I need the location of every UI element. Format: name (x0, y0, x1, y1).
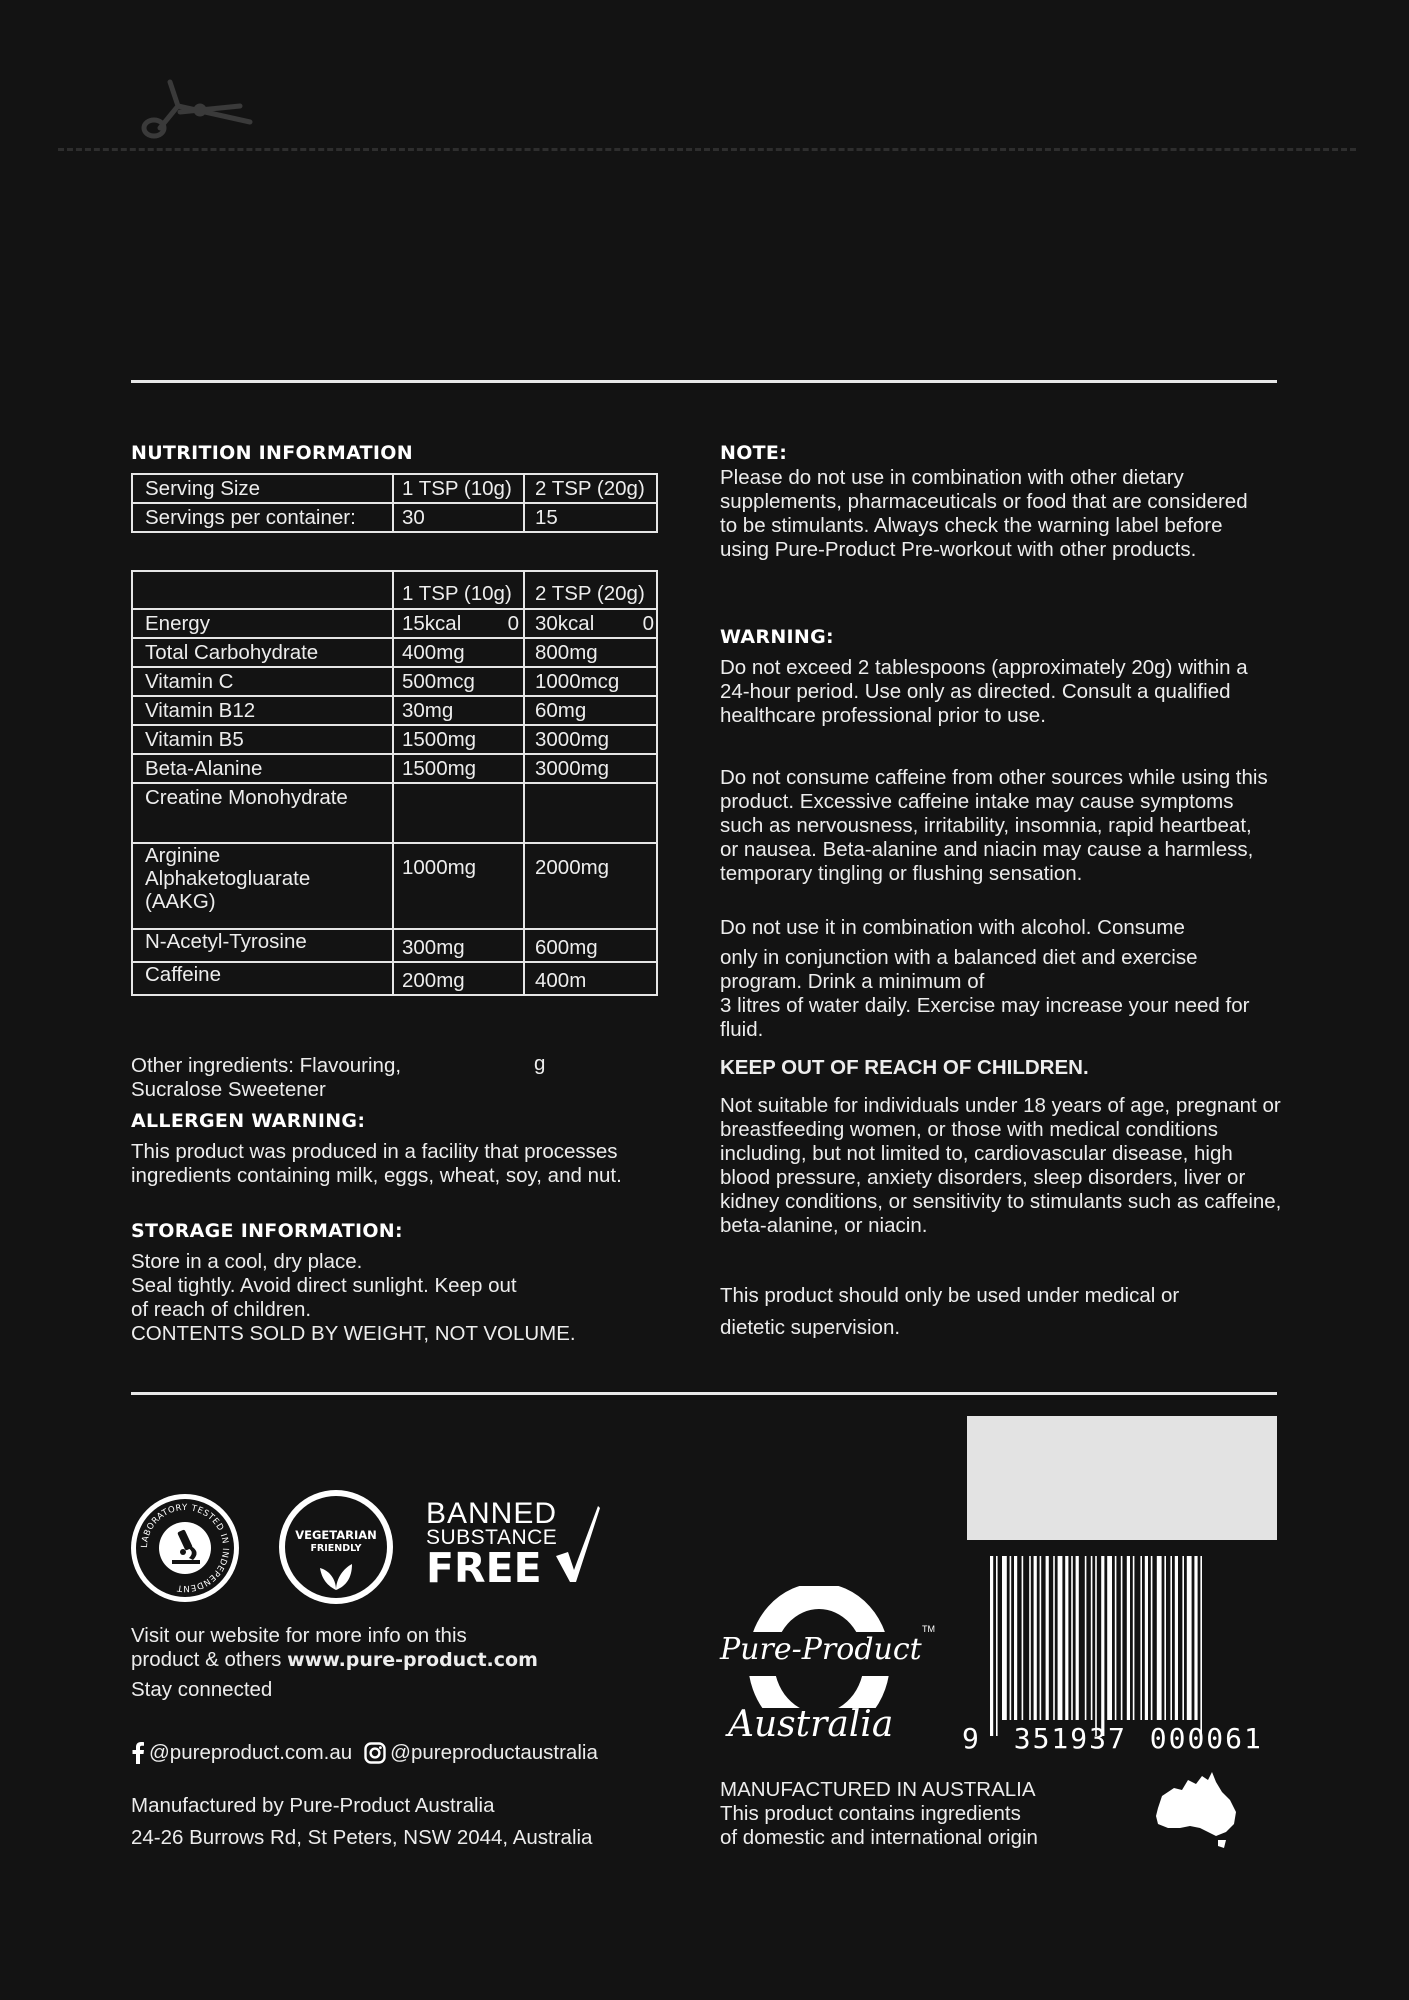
cell-value: 1000mcg (524, 667, 657, 696)
storage-title: STORAGE INFORMATION: (131, 1220, 403, 1242)
barcode-bar (1095, 1556, 1097, 1736)
visit-line: Visit our website for more info on this (131, 1624, 467, 1647)
storage-line: Seal tightly. Avoid direct sunlight. Keep out (131, 1274, 517, 1297)
cell-value: 800mg (524, 638, 657, 667)
row-label: N-Acetyl-Tyrosine (132, 929, 393, 962)
barcode-bar (1175, 1556, 1178, 1720)
table-row (132, 696, 657, 725)
barcode-bar (1127, 1556, 1130, 1720)
barcode-bar (1187, 1556, 1192, 1720)
barcode-bar (1029, 1556, 1031, 1720)
serving-size-2tsp: 2 TSP (20g) (524, 474, 657, 503)
cut-line (58, 148, 1356, 151)
friendly-text: FRIENDLY (310, 1543, 362, 1554)
barcode-bar (1164, 1556, 1166, 1720)
table-row (132, 962, 657, 995)
barcode-bar (1034, 1556, 1037, 1720)
logo-line1: Pure-Product (720, 1632, 922, 1667)
storage-text (131, 1250, 731, 1346)
barcode-bar (1058, 1556, 1063, 1720)
barcode-bar (1076, 1556, 1079, 1720)
pure-product-logo (718, 1580, 935, 1750)
barcode-bar (1133, 1556, 1135, 1720)
barcode-bar (1014, 1556, 1017, 1720)
table-row (132, 609, 657, 638)
lab-tested-text: LABORATORY TESTED IN INDEPENDENT (139, 1502, 231, 1594)
visit-line: product & others (131, 1648, 282, 1671)
barcode (990, 1556, 1266, 1736)
facebook-icon[interactable] (131, 1742, 145, 1764)
lab-tested-badge (131, 1494, 239, 1602)
cell-value: 15kcal (402, 612, 462, 635)
stray-unit: g (534, 1052, 546, 1075)
barcode-bar (1194, 1556, 1197, 1720)
cell-value: 60mg (524, 696, 657, 725)
warning-title: WARNING: (720, 626, 834, 648)
row-label: Creatine Monohydrate (132, 783, 393, 843)
allergen-text: This product was produced in a facility that processes ingredients containing milk, eggs, wheat, soy, and nut. (131, 1140, 622, 1187)
barcode-bar (1200, 1556, 1202, 1736)
cell-value: 400m (524, 962, 657, 995)
servings-2tsp: 15 (524, 503, 657, 532)
barcode-bar (1002, 1556, 1007, 1720)
barcode-bar (1101, 1556, 1104, 1736)
cell-value: 300mg (393, 929, 524, 962)
top-divider (131, 380, 1277, 383)
table-row (132, 667, 657, 696)
barcode-bar (1121, 1556, 1123, 1720)
barcode-bar (1010, 1556, 1012, 1720)
barcode-label-area (967, 1416, 1277, 1540)
cell-value: 1000mg (393, 843, 524, 929)
row-label: Energy (132, 609, 393, 638)
cell-value: 3000mg (524, 754, 657, 783)
barcode-bar (1140, 1556, 1142, 1720)
barcode-bar (1046, 1556, 1049, 1720)
cell-value: 30mg (393, 696, 524, 725)
checkmark-icon (554, 1504, 602, 1584)
row-label: Beta-Alanine (132, 754, 393, 783)
australia-map-icon (1152, 1770, 1242, 1850)
barcode-bar (1065, 1556, 1068, 1720)
address: 24-26 Burrows Rd, St Peters, NSW 2044, Australia (131, 1826, 593, 1849)
barcode-digit-group: 000061 (1149, 1722, 1263, 1755)
storage-line: Store in a cool, dry place. (131, 1250, 363, 1273)
keep-out-of-reach: KEEP OUT OF REACH OF CHILDREN. (720, 1056, 1089, 1079)
row-label: Arginine Alphaketogluarate (AAKG) (132, 843, 393, 929)
cell-value: 1500mg (393, 725, 524, 754)
cell-value: 3000mg (524, 725, 657, 754)
cell-value: 0 (507, 612, 519, 635)
origin-line: This product contains ingredients (720, 1802, 1021, 1825)
column-header-1tsp: 1 TSP (10g) (393, 571, 524, 609)
row-label: Vitamin C (132, 667, 393, 696)
barcode-bar (1107, 1556, 1112, 1720)
barcode-bar (1115, 1556, 1117, 1720)
barcode-bar (990, 1556, 993, 1736)
row-label: Vitamin B12 (132, 696, 393, 725)
row-label: Caffeine (132, 962, 393, 995)
warning-p4: Not suitable for individuals under 18 years of age, pregnant or breastfeeding women, or those with medical conditions including, but not limited to, cardiovascular disease, high blood pressure, anxiety disorders, sleep disorders, liver or kidney conditions, or sensitivity to stimulants such as caffeine, beta-alanine, or niacin. (720, 1094, 1282, 1237)
warning-p3a: Do not use it in combination with alcohol. Consume (720, 916, 1185, 939)
barcode-bar (1170, 1556, 1172, 1720)
table-row (132, 754, 657, 783)
barcode-bar (1085, 1556, 1087, 1720)
visit-website-text (131, 1624, 538, 1672)
bottom-divider (131, 1392, 1277, 1395)
table-row (132, 474, 657, 503)
barcode-bar (1151, 1556, 1153, 1720)
stay-connected: Stay connected (131, 1678, 273, 1701)
barcode-digit-group: 351937 (1013, 1722, 1127, 1755)
made-in-australia: MANUFACTURED IN AUSTRALIA (720, 1778, 1036, 1801)
column-header-2tsp: 2 TSP (20g) (524, 571, 657, 609)
table-row (132, 725, 657, 754)
logo-line2: Australia (728, 1704, 894, 1745)
table-row (132, 783, 657, 843)
nutrition-title: NUTRITION INFORMATION (131, 442, 413, 464)
free-text: FREE (426, 1544, 542, 1592)
barcode-bar (1182, 1556, 1184, 1720)
serving-size-label: Serving Size (132, 474, 393, 503)
servings-1tsp: 30 (393, 503, 524, 532)
nutrition-table (131, 570, 658, 996)
servings-per-container-label: Servings per container: (132, 503, 393, 532)
cell-value: 1500mg (393, 754, 524, 783)
cell-value: 500mcg (393, 667, 524, 696)
barcode-digits (962, 1722, 1263, 1755)
website-link[interactable]: www.pure-product.com (287, 1649, 538, 1671)
serving-size-1tsp: 1 TSP (10g) (393, 474, 524, 503)
cell-value: 0 (642, 612, 654, 635)
barcode-bar (1040, 1556, 1042, 1720)
allergen-title: ALLERGEN WARNING: (131, 1110, 366, 1132)
warning-p2: Do not consume caffeine from other sources while using this product. Excessive caffeine intake may cause symptoms such as nervousness, irritability, insomnia, rapid heartbeat, or nausea. Beta-alanine and niacin may cause a harmless, temporary tingling or flushing sensation. (720, 766, 1268, 885)
note-text: Please do not use in combination with other dietary supplements, pharmaceuticals or food that are considered to be stimulants. Always check the warning label before using Pure-Product Pre-workout with other products. (720, 466, 1248, 561)
barcode-bar (1157, 1556, 1162, 1720)
scissors-icon (140, 76, 260, 146)
instagram-icon[interactable] (364, 1742, 386, 1764)
row-label: Total Carbohydrate (132, 638, 393, 667)
cell-value: 30kcal (535, 612, 595, 635)
serving-table (131, 473, 658, 533)
warning-p1: Do not exceed 2 tablespoons (approximately 20g) within a 24-hour period. Use only as directed. Consult a qualified healthcare professional prior to use. (720, 656, 1248, 727)
substance-text: SUBSTANCE (426, 1526, 558, 1549)
barcode-bar (1145, 1556, 1148, 1720)
table-header-row (132, 571, 657, 609)
leaf-icon (316, 1560, 356, 1592)
barcode-bar (1071, 1556, 1073, 1720)
table-row (132, 638, 657, 667)
warning-p5b: dietetic supervision. (720, 1316, 901, 1339)
note-title: NOTE: (720, 442, 788, 464)
table-row (132, 503, 657, 532)
microscope-icon (131, 1494, 239, 1602)
banned-text: BANNED (426, 1497, 558, 1530)
origin-block (720, 1778, 1038, 1850)
barcode-bar (1022, 1556, 1024, 1720)
cell-value: 200mg (393, 962, 524, 995)
instagram-handle[interactable]: @pureproductaustralia (390, 1741, 598, 1764)
social-links (131, 1741, 598, 1765)
warning-p3c: 3 litres of water daily. Exercise may increase your need for fluid. (720, 994, 1250, 1041)
warning-p3b: only in conjunction with a balanced diet and exercise program. Drink a minimum of (720, 946, 1198, 993)
vegetarian-text: VEGETARIAN (295, 1528, 377, 1542)
table-row (132, 929, 657, 962)
facebook-handle[interactable]: @pureproduct.com.au (149, 1741, 353, 1764)
barcode-bar (1053, 1556, 1055, 1720)
banned-substance-free-badge (426, 1497, 558, 1592)
table-row (132, 843, 657, 929)
barcode-bar (1091, 1556, 1093, 1720)
barcode-bar (996, 1556, 998, 1736)
storage-line: CONTENTS SOLD BY WEIGHT, NOT VOLUME. (131, 1322, 576, 1345)
vegetarian-badge (279, 1490, 393, 1604)
row-label: Vitamin B5 (132, 725, 393, 754)
cell-value: 600mg (524, 929, 657, 962)
manufactured-by: Manufactured by Pure-Product Australia (131, 1794, 495, 1817)
cell-value: 400mg (393, 638, 524, 667)
storage-line: of reach of children. (131, 1298, 312, 1321)
other-ingredients: Other ingredients: Flavouring, Sucralose Sweetener (131, 1054, 402, 1101)
barcode-digit-group: 9 (962, 1722, 981, 1755)
trademark: TM (922, 1624, 935, 1634)
origin-line: of domestic and international origin (720, 1826, 1038, 1849)
cell-value: 2000mg (524, 843, 657, 929)
warning-p5a: This product should only be used under medical or (720, 1284, 1180, 1307)
